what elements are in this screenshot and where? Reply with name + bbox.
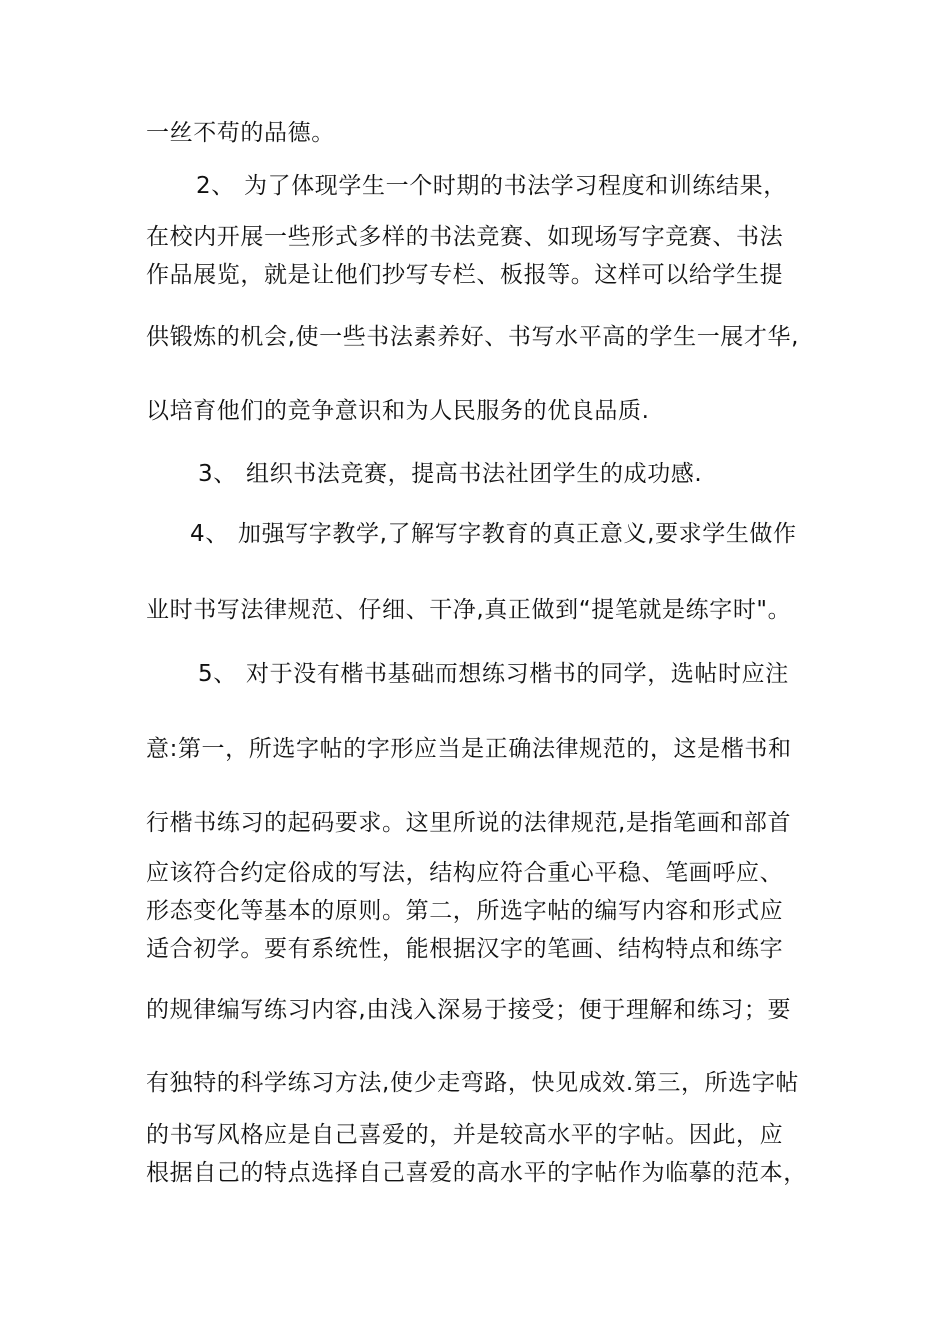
text-line: 加强写字教学,了解写字教育的真正意义,要求学生做作: [238, 521, 797, 547]
item-number: 5、: [198, 661, 237, 687]
list-item-3: [198, 459, 702, 489]
item-number: 4、: [190, 521, 229, 547]
text-line: 行楷书练习的起码要求。这里所说的法律规范,是指笔画和部首: [146, 810, 792, 836]
text-line: 根据自己的特点选择自己喜爱的高水平的字帖作为临摹的范本，: [146, 1160, 807, 1186]
text-line: 业时书写法律规范、仔细、干净,真正做到“提笔就是练字时"。: [146, 597, 792, 623]
text-line: 有独特的科学练习方法,使少走弯路，快见成效.第三，所选字帖: [146, 1070, 800, 1096]
text-line: 形态变化等基本的原则。第二，所选字帖的编写内容和形式应: [146, 898, 784, 924]
list-item-4-first-line: [190, 519, 797, 549]
text-line: 供锻炼的机会,使一些书法素养好、书写水平高的学生一展才华,: [146, 324, 800, 350]
item-number: 3、: [198, 461, 237, 487]
text-line: 对于没有楷书基础而想练习楷书的同学，选帖时应注: [246, 661, 789, 687]
list-item-2-first-line: [196, 171, 787, 201]
text-line: 组织书法竞赛，提高书法社团学生的成功感.: [246, 461, 703, 487]
list-item-5-first-line: [198, 659, 789, 689]
text-line: 作品展览，就是让他们抄写专栏、板报等。这样可以给学生提: [146, 262, 784, 288]
text-line: 以培育他们的竞争意识和为人民服务的优良品质.: [146, 398, 650, 424]
text-line: 一丝不苟的品德。: [146, 120, 335, 146]
text-line: 的规律编写练习内容,由浅入深易于接受；便于理解和练习；要: [146, 997, 792, 1023]
text-line: 适合初学。要有系统性，能根据汉字的笔画、结构特点和练字: [146, 936, 784, 962]
text-line: 意:第一，所选字帖的字形应当是正确法律规范的，这是楷书和: [146, 736, 792, 762]
text-line: 为了体现学生一个时期的书法学习程度和训练结果，: [244, 173, 787, 199]
text-line: 在校内开展一些形式多样的书法竞赛、如现场写字竞赛、书法: [146, 224, 784, 250]
item-number: 2、: [196, 173, 235, 199]
text-line: 应该符合约定俗成的写法，结构应符合重心平稳、笔画呼应、: [146, 860, 784, 886]
text-line: 的书写风格应是自己喜爱的，并是较高水平的字帖。因此，应: [146, 1122, 784, 1148]
